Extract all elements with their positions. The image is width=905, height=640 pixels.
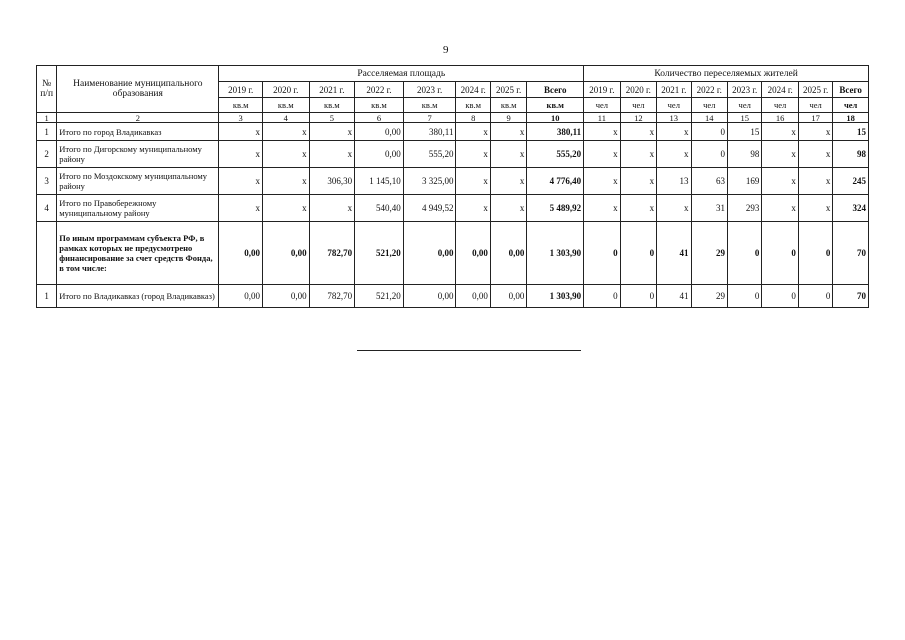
area-cell: x bbox=[219, 168, 263, 195]
column-number: 15 bbox=[727, 113, 761, 123]
area-cell: 1 303,90 bbox=[527, 285, 584, 308]
people-cell: 0 bbox=[691, 141, 727, 168]
area-cell: 782,70 bbox=[309, 285, 355, 308]
area-unit-header: кв.м bbox=[490, 98, 526, 113]
people-cell: x bbox=[657, 123, 691, 141]
people-cell: 98 bbox=[727, 141, 761, 168]
area-cell: 4 949,52 bbox=[403, 195, 456, 222]
area-cell: x bbox=[262, 195, 309, 222]
area-cell: 0,00 bbox=[403, 222, 456, 285]
area-cell: x bbox=[262, 141, 309, 168]
column-number: 6 bbox=[355, 113, 404, 123]
row-number: 1 bbox=[37, 285, 57, 308]
people-cell: x bbox=[762, 141, 798, 168]
header-area-group: Расселяемая площадь bbox=[219, 66, 584, 82]
area-cell: x bbox=[262, 123, 309, 141]
people-cell: 0 bbox=[762, 222, 798, 285]
area-year-header: Всего bbox=[527, 82, 584, 98]
header-name: Наименование муниципального образования bbox=[57, 66, 219, 113]
people-cell: 169 bbox=[727, 168, 761, 195]
people-cell: 245 bbox=[833, 168, 869, 195]
column-number: 17 bbox=[798, 113, 832, 123]
area-cell: 5 489,92 bbox=[527, 195, 584, 222]
area-cell: 0,00 bbox=[403, 285, 456, 308]
municipality-name: Итого по Владикавказ (город Владикавказ) bbox=[57, 285, 219, 308]
area-cell: 0,00 bbox=[456, 285, 490, 308]
column-number: 7 bbox=[403, 113, 456, 123]
people-cell: 0 bbox=[727, 222, 761, 285]
municipality-name: Итого по город Владикавказ bbox=[57, 123, 219, 141]
people-cell: 70 bbox=[833, 285, 869, 308]
people-year-header: 2024 г. bbox=[762, 82, 798, 98]
people-cell: x bbox=[620, 195, 656, 222]
area-unit-header: кв.м bbox=[309, 98, 355, 113]
people-cell: x bbox=[762, 195, 798, 222]
people-cell: 41 bbox=[657, 285, 691, 308]
area-cell: 555,20 bbox=[403, 141, 456, 168]
column-number: 11 bbox=[584, 113, 620, 123]
column-number: 1 bbox=[37, 113, 57, 123]
people-cell: 13 bbox=[657, 168, 691, 195]
people-cell: x bbox=[798, 195, 832, 222]
people-unit-header: чел bbox=[798, 98, 832, 113]
area-year-header: 2022 г. bbox=[355, 82, 404, 98]
column-number: 13 bbox=[657, 113, 691, 123]
people-cell: 0 bbox=[691, 123, 727, 141]
row-number bbox=[37, 222, 57, 285]
people-unit-header: чел bbox=[762, 98, 798, 113]
area-year-header: 2021 г. bbox=[309, 82, 355, 98]
area-unit-header: кв.м bbox=[355, 98, 404, 113]
column-number: 4 bbox=[262, 113, 309, 123]
area-cell: 0,00 bbox=[490, 222, 526, 285]
area-unit-header: кв.м bbox=[403, 98, 456, 113]
column-number: 10 bbox=[527, 113, 584, 123]
area-cell: x bbox=[456, 141, 490, 168]
column-number: 5 bbox=[309, 113, 355, 123]
people-unit-header: чел bbox=[620, 98, 656, 113]
people-year-header: 2022 г. bbox=[691, 82, 727, 98]
municipality-name: Итого по Дигорскому муниципальному району bbox=[57, 141, 219, 168]
people-year-header: 2019 г. bbox=[584, 82, 620, 98]
row-number: 1 bbox=[37, 123, 57, 141]
people-cell: 0 bbox=[584, 222, 620, 285]
area-cell: 3 325,00 bbox=[403, 168, 456, 195]
header-people-group: Количество переселяемых жителей bbox=[584, 66, 869, 82]
column-number: 9 bbox=[490, 113, 526, 123]
area-unit-header: кв.м bbox=[456, 98, 490, 113]
table-row bbox=[37, 285, 869, 308]
people-cell: 0 bbox=[762, 285, 798, 308]
people-year-header: 2023 г. bbox=[727, 82, 761, 98]
area-cell: x bbox=[219, 195, 263, 222]
area-cell: x bbox=[456, 168, 490, 195]
area-cell: x bbox=[490, 141, 526, 168]
table-row bbox=[37, 222, 869, 285]
area-cell: 1 303,90 bbox=[527, 222, 584, 285]
area-cell: 0,00 bbox=[355, 141, 404, 168]
people-cell: 41 bbox=[657, 222, 691, 285]
people-cell: x bbox=[620, 123, 656, 141]
area-year-header: 2019 г. bbox=[219, 82, 263, 98]
table-row bbox=[37, 123, 869, 141]
people-cell: x bbox=[584, 195, 620, 222]
area-cell: 521,20 bbox=[355, 285, 404, 308]
people-cell: 324 bbox=[833, 195, 869, 222]
table-row bbox=[37, 141, 869, 168]
area-year-header: 2025 г. bbox=[490, 82, 526, 98]
people-unit-header: чел bbox=[657, 98, 691, 113]
table-row bbox=[37, 168, 869, 195]
area-year-header: 2020 г. bbox=[262, 82, 309, 98]
people-cell: 31 bbox=[691, 195, 727, 222]
people-cell: 70 bbox=[833, 222, 869, 285]
area-cell: 521,20 bbox=[355, 222, 404, 285]
area-cell: x bbox=[456, 123, 490, 141]
area-cell: 380,11 bbox=[527, 123, 584, 141]
people-cell: 0 bbox=[620, 285, 656, 308]
people-cell: x bbox=[620, 141, 656, 168]
people-cell: 0 bbox=[584, 285, 620, 308]
row-number: 2 bbox=[37, 141, 57, 168]
people-unit-header: чел bbox=[584, 98, 620, 113]
area-cell: x bbox=[309, 195, 355, 222]
area-year-header: 2023 г. bbox=[403, 82, 456, 98]
area-cell: 555,20 bbox=[527, 141, 584, 168]
people-cell: 15 bbox=[727, 123, 761, 141]
header-num: № п/п bbox=[37, 66, 57, 113]
area-cell: 0,00 bbox=[456, 222, 490, 285]
area-unit-header: кв.м bbox=[219, 98, 263, 113]
column-number: 3 bbox=[219, 113, 263, 123]
people-cell: x bbox=[762, 168, 798, 195]
column-number: 12 bbox=[620, 113, 656, 123]
municipality-name: По иным программам субъекта РФ, в рамках которых не предусмотрено финансирование за счет средств Фонда, в том числе: bbox=[57, 222, 219, 285]
area-unit-header: кв.м bbox=[262, 98, 309, 113]
area-cell: 4 776,40 bbox=[527, 168, 584, 195]
people-year-header: 2020 г. bbox=[620, 82, 656, 98]
area-cell: x bbox=[262, 168, 309, 195]
people-cell: x bbox=[584, 123, 620, 141]
municipality-name: Итого по Моздокскому муниципальному району bbox=[57, 168, 219, 195]
table-row bbox=[37, 195, 869, 222]
people-cell: x bbox=[798, 123, 832, 141]
column-number: 14 bbox=[691, 113, 727, 123]
area-cell: x bbox=[219, 141, 263, 168]
people-unit-header: чел bbox=[833, 98, 869, 113]
area-year-header: 2024 г. bbox=[456, 82, 490, 98]
area-cell: x bbox=[309, 141, 355, 168]
area-cell: x bbox=[490, 195, 526, 222]
people-cell: 29 bbox=[691, 222, 727, 285]
area-cell: x bbox=[490, 168, 526, 195]
page-number: 9 bbox=[443, 44, 449, 56]
area-cell: 306,30 bbox=[309, 168, 355, 195]
column-number: 2 bbox=[57, 113, 219, 123]
people-cell: 15 bbox=[833, 123, 869, 141]
area-cell: 0,00 bbox=[219, 222, 263, 285]
area-cell: x bbox=[219, 123, 263, 141]
area-cell: 380,11 bbox=[403, 123, 456, 141]
end-rule bbox=[357, 350, 581, 351]
column-number: 8 bbox=[456, 113, 490, 123]
people-cell: x bbox=[584, 141, 620, 168]
municipality-name: Итого по Правобережному муниципальному району bbox=[57, 195, 219, 222]
people-year-header: 2025 г. bbox=[798, 82, 832, 98]
resettlement-table bbox=[36, 65, 869, 308]
column-number: 16 bbox=[762, 113, 798, 123]
people-cell: 98 bbox=[833, 141, 869, 168]
people-cell: 0 bbox=[620, 222, 656, 285]
people-cell: x bbox=[657, 195, 691, 222]
people-cell: x bbox=[620, 168, 656, 195]
people-year-header: 2021 г. bbox=[657, 82, 691, 98]
area-cell: 0,00 bbox=[262, 222, 309, 285]
people-cell: 0 bbox=[798, 222, 832, 285]
column-number: 18 bbox=[833, 113, 869, 123]
people-cell: 29 bbox=[691, 285, 727, 308]
people-cell: x bbox=[762, 123, 798, 141]
people-unit-header: чел bbox=[727, 98, 761, 113]
area-cell: 782,70 bbox=[309, 222, 355, 285]
people-year-header: Всего bbox=[833, 82, 869, 98]
row-number: 3 bbox=[37, 168, 57, 195]
area-cell: 0,00 bbox=[355, 123, 404, 141]
area-cell: x bbox=[456, 195, 490, 222]
area-cell: 0,00 bbox=[219, 285, 263, 308]
area-cell: 0,00 bbox=[490, 285, 526, 308]
people-cell: 0 bbox=[798, 285, 832, 308]
people-cell: 63 bbox=[691, 168, 727, 195]
people-cell: 0 bbox=[727, 285, 761, 308]
people-cell: x bbox=[657, 141, 691, 168]
people-cell: x bbox=[798, 168, 832, 195]
people-cell: x bbox=[798, 141, 832, 168]
area-cell: 1 145,10 bbox=[355, 168, 404, 195]
area-cell: x bbox=[490, 123, 526, 141]
people-unit-header: чел bbox=[691, 98, 727, 113]
area-cell: x bbox=[309, 123, 355, 141]
area-cell: 0,00 bbox=[262, 285, 309, 308]
area-cell: 540,40 bbox=[355, 195, 404, 222]
area-unit-header: кв.м bbox=[527, 98, 584, 113]
people-cell: x bbox=[584, 168, 620, 195]
row-number: 4 bbox=[37, 195, 57, 222]
people-cell: 293 bbox=[727, 195, 761, 222]
